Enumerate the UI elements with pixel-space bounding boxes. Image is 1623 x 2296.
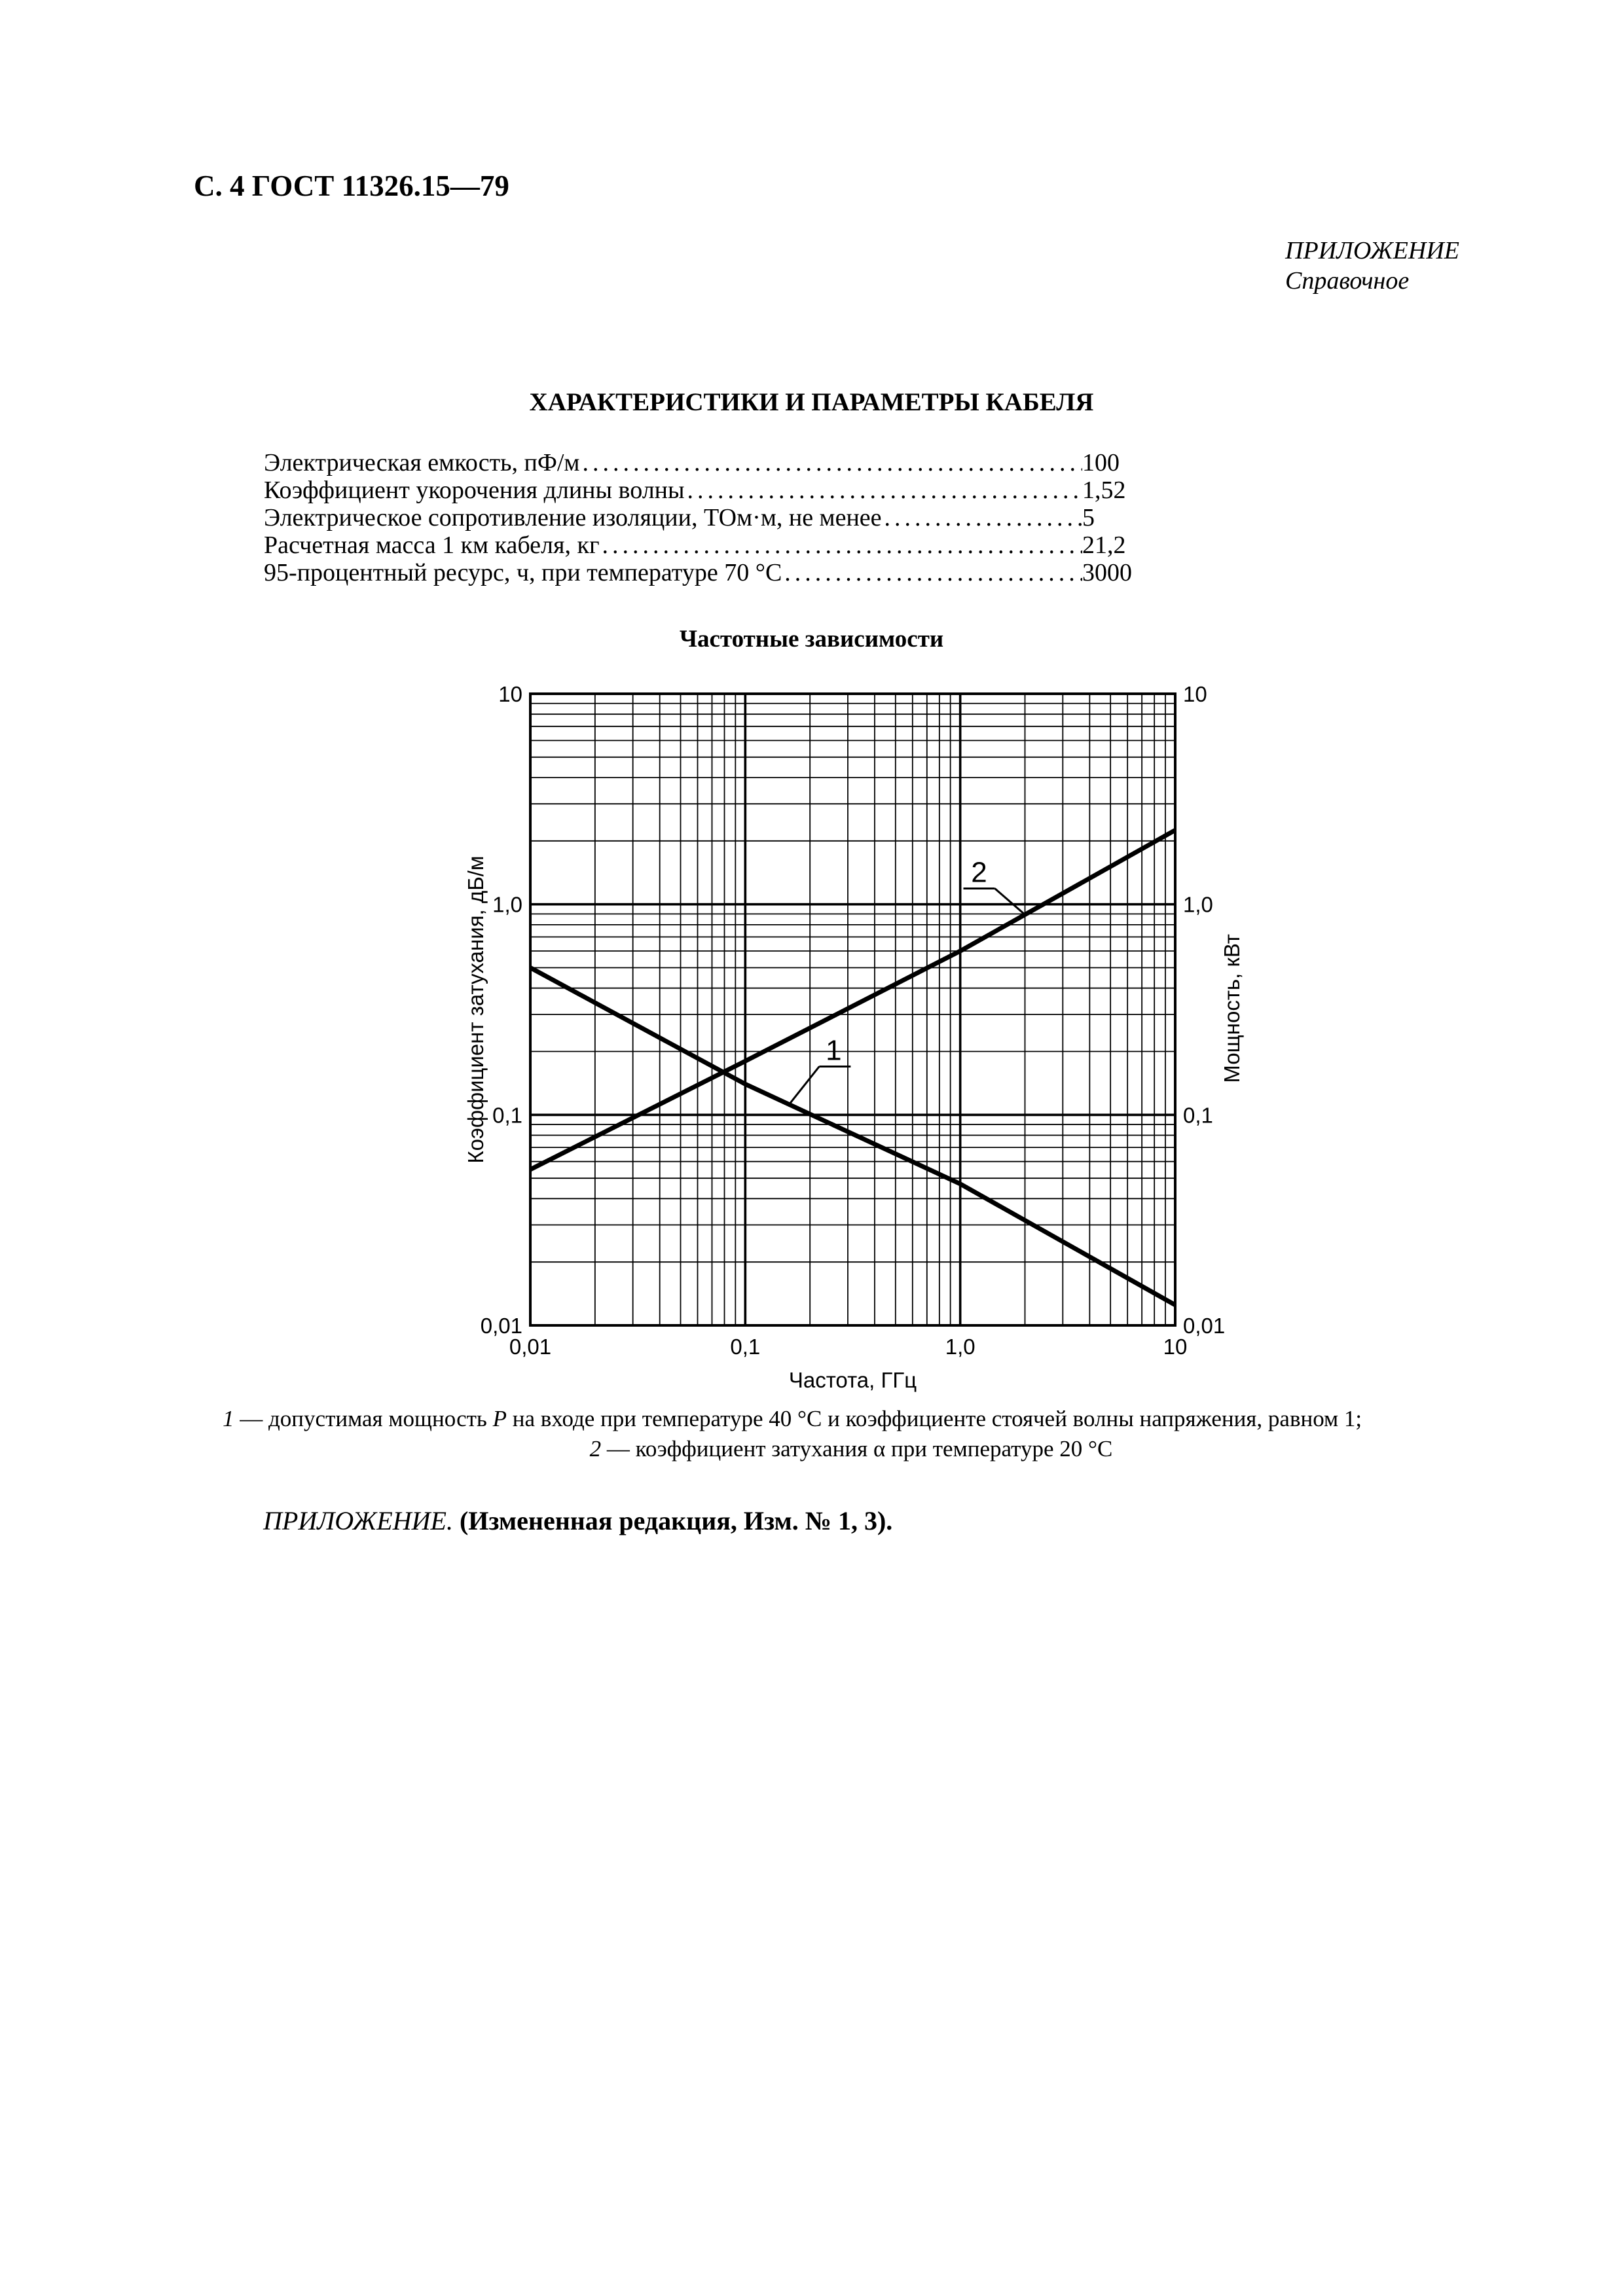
figure-caption (223, 1404, 1480, 1464)
parameter-value: 1,52 (1082, 476, 1126, 504)
leader-dots (685, 476, 1082, 504)
x-tick-label: 10 (1163, 1335, 1188, 1359)
appendix-type: Справочное (1285, 267, 1410, 295)
y-right-tick-label: 1,0 (1183, 892, 1213, 917)
parameter-label: Электрическое сопротивление изоляции, ТОм·м, не менее (264, 504, 882, 531)
appendix-label (1285, 236, 1459, 296)
parameter-label: Электрическая емкость, пФ/м (264, 449, 580, 476)
series-2-leader (995, 888, 1025, 914)
parameter-row (264, 449, 1135, 476)
y-left-tick-label: 0,01 (480, 1314, 522, 1338)
parameter-row (264, 531, 1135, 559)
parameter-row (264, 559, 1135, 586)
page-header: С. 4 ГОСТ 11326.15—79 (194, 170, 509, 202)
leader-dots (782, 559, 1082, 586)
parameters-list (264, 449, 1135, 586)
parameter-value: 3000 (1082, 559, 1132, 586)
parameter-label: Расчетная масса 1 км кабеля, кг (264, 531, 600, 559)
caption-text-1a: — допустимая мощность (234, 1406, 493, 1431)
caption-num-2: 2 (589, 1436, 602, 1462)
parameter-row (264, 504, 1135, 531)
caption-line-1 (223, 1404, 1480, 1434)
caption-text-1b: на входе при температуре 40 °С и коэффициенте стоячей волны напряжения, равном 1; (507, 1406, 1362, 1431)
leader-dots (882, 504, 1082, 531)
parameter-value: 100 (1082, 449, 1120, 476)
y-right-tick-label: 0,01 (1183, 1314, 1226, 1338)
leader-dots (600, 531, 1082, 559)
x-tick-label: 1,0 (945, 1335, 976, 1359)
series-line-2 (530, 830, 1175, 1169)
x-axis-label: Частота, ГГц (788, 1368, 917, 1392)
appendix-title: ПРИЛОЖЕНИЕ (1285, 237, 1459, 264)
caption-text-2: — коэффициент затухания α при температуре 20 °С (601, 1436, 1113, 1462)
x-tick-label: 0,01 (509, 1335, 552, 1359)
parameter-value: 21,2 (1082, 531, 1126, 559)
parameter-value: 5 (1082, 504, 1095, 531)
amendment-bold: (Измененная редакция, Изм. № 1, 3). (452, 1506, 893, 1535)
y-axis-label-right: Мощность, кВт (1220, 934, 1244, 1083)
chart-title: Частотные зависимости (679, 626, 944, 653)
series-1-label: 1 (826, 1034, 842, 1067)
parameter-label: 95-процентный ресурс, ч, при температуре 70 °С (264, 559, 782, 586)
y-left-tick-label: 0,1 (492, 1103, 522, 1128)
amendment-note (263, 1505, 892, 1536)
leader-dots (579, 449, 1082, 476)
caption-line-2 (223, 1434, 1480, 1464)
y-right-tick-label: 10 (1183, 682, 1207, 706)
y-right-tick-label: 0,1 (1183, 1103, 1213, 1128)
frequency-chart (445, 668, 1270, 1401)
parameter-row (264, 476, 1135, 504)
series-2-label: 2 (971, 856, 987, 889)
amendment-italic: ПРИЛОЖЕНИЕ. (263, 1506, 453, 1535)
parameter-label: Коэффициент укорочения длины волны (264, 476, 685, 504)
series-1-leader (789, 1066, 819, 1104)
plot-frame (530, 694, 1175, 1325)
y-left-tick-label: 10 (498, 682, 522, 706)
series-line-1 (530, 967, 1175, 1304)
section-title: ХАРАКТЕРИСТИКИ И ПАРАМЕТРЫ КАБЕЛЯ (529, 388, 1094, 416)
caption-variable: P (492, 1406, 507, 1431)
y-axis-label-left: Коэффициент затухания, дБ/м (464, 855, 488, 1164)
caption-num-1: 1 (223, 1406, 234, 1431)
y-left-tick-label: 1,0 (492, 892, 522, 917)
x-tick-label: 0,1 (730, 1335, 761, 1359)
